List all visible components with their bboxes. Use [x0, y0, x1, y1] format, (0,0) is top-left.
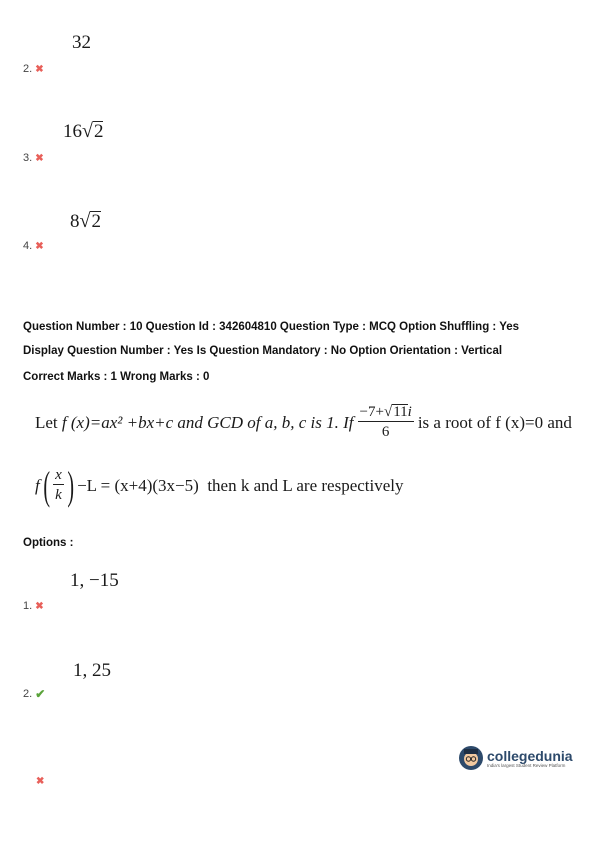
collegedunia-logo: [459, 746, 573, 770]
mascot-icon: [459, 746, 483, 770]
sqrt-icon: √: [82, 120, 93, 142]
left-paren-icon: (: [43, 463, 50, 508]
options-label: Options :: [23, 537, 74, 549]
question-let: Let: [35, 412, 58, 432]
option-number-label: 3.: [23, 152, 33, 164]
cross-icon: ✖: [35, 240, 44, 252]
question-line2-tail: then k and L are respectively: [207, 475, 404, 495]
prev-option-3-value: [70, 210, 101, 233]
question-root-text: is a root of f (x)=0 and: [417, 412, 572, 432]
prev-option-2-number: [23, 63, 44, 75]
question-meta-line-2: Display Question Number : Yes Is Question Mandatory : No Option Orientation : Vertical: [23, 345, 503, 357]
numerator-pre: −7+: [359, 404, 384, 420]
logo-name: collegedunia: [487, 747, 573, 764]
prev-option-3-number: [23, 152, 44, 164]
prev-option-0-value: 32: [72, 32, 91, 53]
sqrt-icon: √: [383, 404, 393, 420]
option-2-number: [23, 687, 45, 701]
xk-fraction: [53, 467, 64, 504]
option-number-label: 2.: [23, 63, 33, 75]
prev-option-4-number: [23, 240, 44, 252]
option-radicand: 2: [93, 121, 104, 142]
question-text-line-1: [35, 404, 572, 441]
cross-icon: ✖: [35, 152, 44, 164]
fraction-denominator: 6: [381, 424, 390, 440]
cross-icon: ✖: [35, 600, 44, 612]
question-meta-line-3: Correct Marks : 1 Wrong Marks : 0: [23, 371, 210, 383]
cross-icon: ✖: [35, 63, 44, 75]
question-text-line-2: [35, 462, 404, 509]
option-base: 16: [63, 121, 82, 142]
check-icon: ✔: [35, 687, 46, 701]
option-base: 8: [70, 211, 80, 232]
option-1-number: [23, 600, 44, 612]
logo-tagline: India's largest Student Review Platform: [487, 762, 566, 768]
numerator-radicand: 11: [393, 404, 408, 420]
option-radicand: 2: [91, 211, 101, 232]
question-fx: f (x)=ax² +bx+c and GCD of a, b, c is 1. If: [61, 412, 354, 432]
option-number-label: 2.: [23, 688, 33, 700]
root-fraction: [358, 404, 414, 441]
option-2-value[interactable]: 1, 25: [73, 660, 111, 681]
cross-icon: ✖: [36, 776, 45, 787]
question-line2-rest: −L = (x+4)(3x−5): [77, 475, 199, 495]
xk-numerator: x: [55, 467, 62, 483]
option-number-label: 4.: [23, 240, 33, 252]
xk-denominator: k: [55, 487, 62, 503]
question-line2-f: f: [35, 475, 40, 495]
right-paren-icon: ): [67, 463, 74, 508]
option-3-number: [36, 776, 44, 787]
option-number-label: 1.: [23, 600, 33, 612]
question-meta-line-1: Question Number : 10 Question Id : 342604810 Question Type : MCQ Option Shuffling : Yes: [23, 321, 520, 333]
numerator-post: i: [407, 404, 412, 420]
sqrt-icon: √: [79, 210, 91, 232]
prev-option-2-value: [63, 120, 103, 143]
option-1-value[interactable]: 1, −15: [70, 570, 119, 591]
fraction-numerator: [358, 404, 414, 422]
